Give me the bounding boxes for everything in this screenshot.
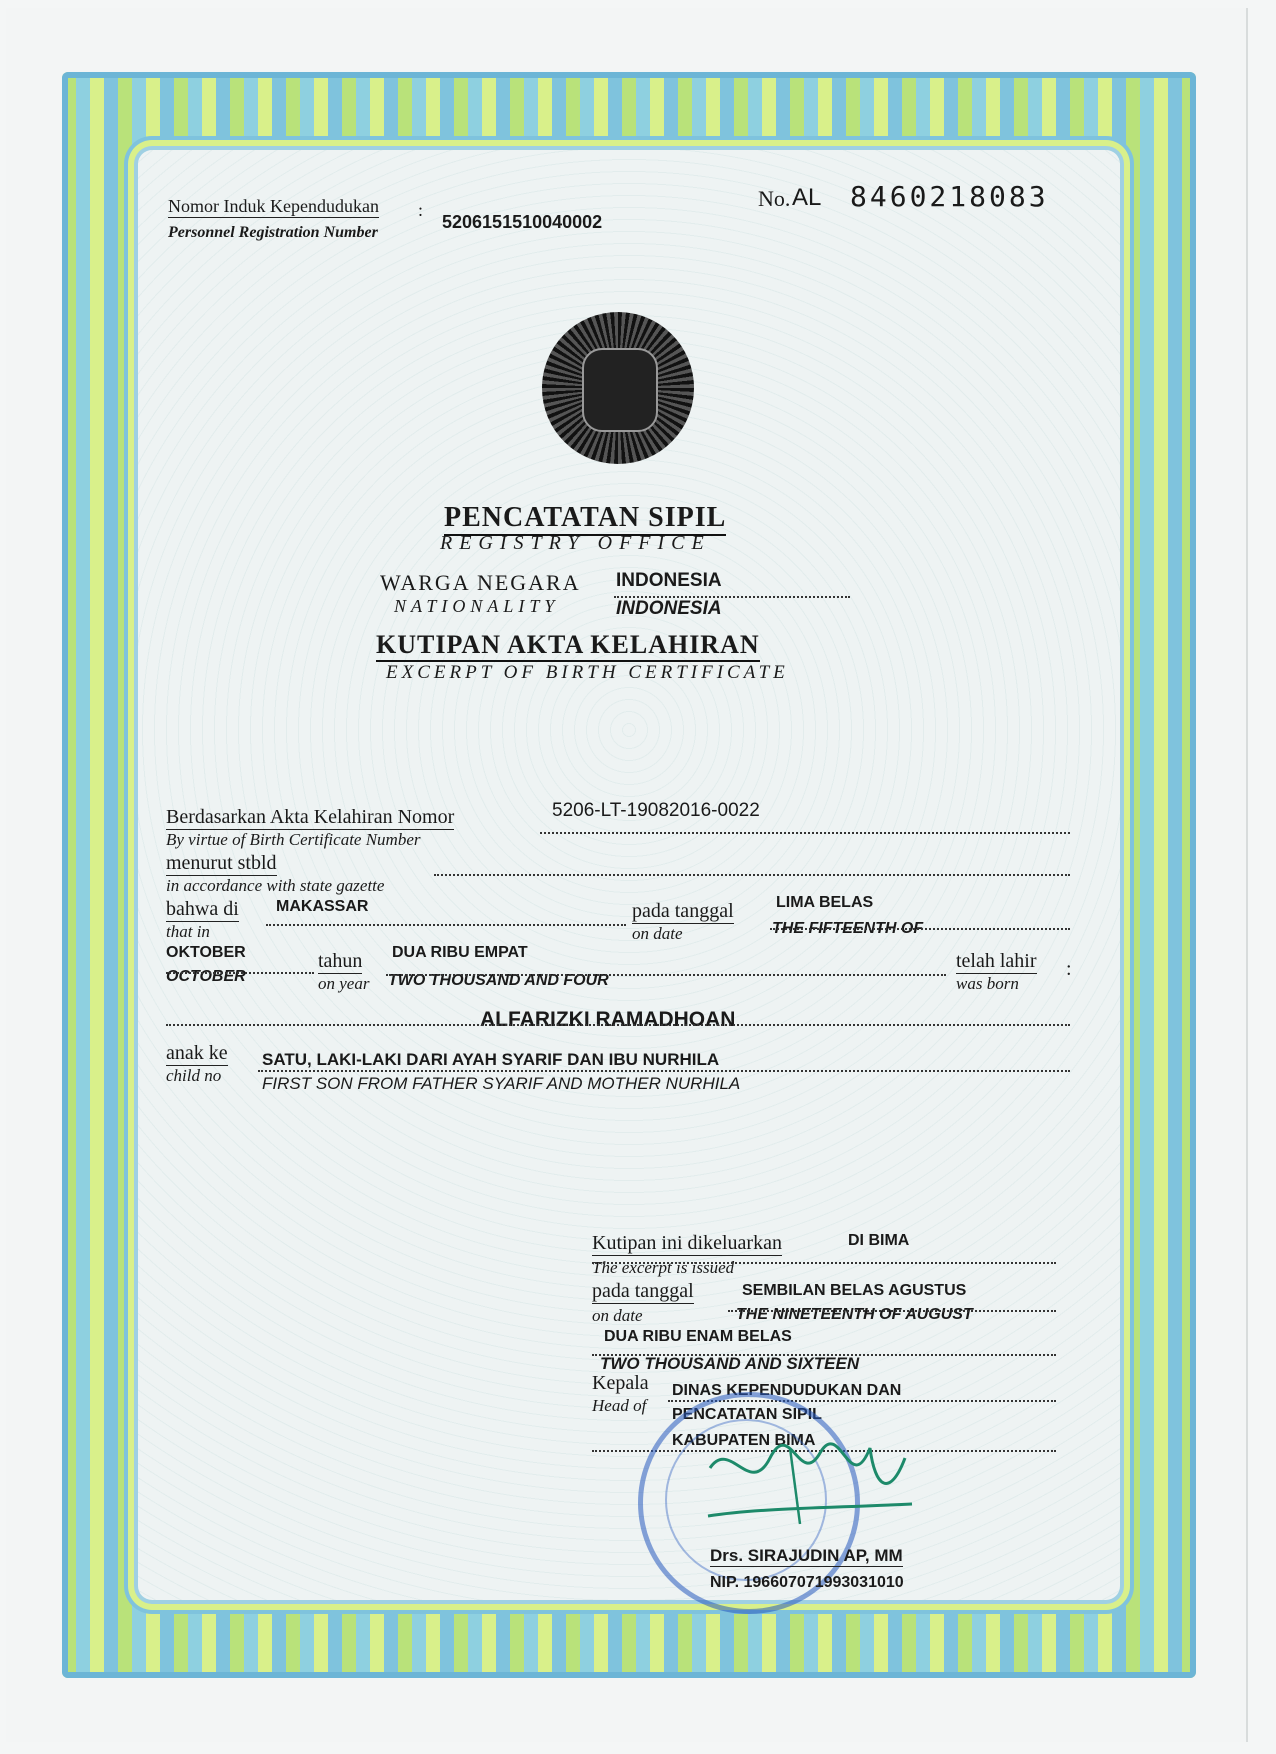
stbld-label: menurut stbld [166, 852, 277, 874]
issued-label: Kutipan ini dikeluarkan [592, 1232, 782, 1254]
birthmonth-value-en: OCTOBER [166, 968, 246, 985]
no-value: 8460218083 [850, 180, 1049, 213]
birthdate-label-en: on date [632, 924, 683, 943]
born-label-en: was born [956, 974, 1019, 993]
birthyear-value-en: TWO THOUSAND AND FOUR [388, 972, 609, 989]
title-document: KUTIPAN AKTA KELAHIRAN [376, 630, 760, 662]
child-order-value: SATU, LAKI-LAKI DARI AYAH SYARIF DAN IBU NURHILA [262, 1050, 720, 1069]
birthplace-label-en: that in [166, 922, 210, 941]
issue-date-label: pada tanggal [592, 1280, 694, 1302]
child-name: ALFARIZKI RAMADHOAN [480, 1008, 736, 1031]
issue-date-label-en: on date [592, 1306, 643, 1325]
issue-date-value-en: THE NINETEENTH OF AUGUST [736, 1306, 973, 1323]
nationality-label-en: NATIONALITY [394, 596, 560, 616]
head-value-line-1: DINAS KEPENDUDUKAN DAN [672, 1382, 902, 1399]
head-value-line-2: PENCATATAN SIPIL [672, 1406, 822, 1423]
head-label: Kepala [592, 1372, 649, 1394]
title-office: PENCATATAN SIPIL [444, 502, 726, 536]
official-nip: NIP. 196607071993031010 [710, 1574, 904, 1591]
issued-value: DI BIMA [848, 1232, 910, 1249]
nationality-value: INDONESIA [616, 570, 722, 591]
nik-value: 5206151510040002 [442, 212, 603, 232]
no-series: AL [792, 184, 822, 211]
head-value-line-3: KABUPATEN BIMA [672, 1432, 816, 1449]
nationality-label: WARGA NEGARA [380, 570, 581, 595]
nationality-value-en: INDONESIA [616, 598, 722, 619]
title-office-en: REGISTRY OFFICE [440, 532, 711, 554]
birthplace-label: bahwa di [166, 898, 239, 920]
nik-label: Nomor Induk Kependudukan [168, 196, 379, 216]
issue-date-value: SEMBILAN BELAS AGUSTUS [742, 1282, 967, 1299]
signature-icon [700, 1428, 920, 1536]
birthdate-value-en: THE FIFTEENTH OF [772, 920, 924, 937]
born-label: telah lahir [956, 950, 1037, 972]
birthyear-label-en: on year [318, 974, 370, 993]
cert-number-value: 5206-LT-19082016-0022 [552, 800, 760, 821]
birthmonth-value: OKTOBER [166, 944, 246, 961]
child-order-value-en: FIRST SON FROM FATHER SYARIF AND MOTHER NURHILA [262, 1074, 741, 1093]
stbld-label-en: in accordance with state gazette [166, 876, 385, 895]
nik-colon: : [418, 200, 424, 220]
title-document-en: EXCERPT OF BIRTH CERTIFICATE [386, 662, 789, 683]
birthdate-value: LIMA BELAS [776, 894, 874, 911]
no-label: No. [758, 186, 791, 211]
born-colon: : [1066, 958, 1072, 980]
birthdate-label: pada tanggal [632, 900, 734, 922]
issue-year-value: DUA RIBU ENAM BELAS [604, 1328, 792, 1345]
issue-year-value-en: TWO THOUSAND AND SIXTEEN [600, 1354, 860, 1373]
birthplace-value: MAKASSAR [276, 898, 369, 915]
birthyear-label: tahun [318, 950, 363, 972]
cert-number-label: Berdasarkan Akta Kelahiran Nomor [166, 806, 455, 828]
garuda-emblem-icon [542, 312, 694, 464]
cert-number-label-en: By virtue of Birth Certificate Number [166, 830, 421, 849]
issued-label-en: The excerpt is issued [592, 1258, 735, 1277]
child-order-label-en: child no [166, 1066, 222, 1085]
birthyear-value: DUA RIBU EMPAT [392, 944, 528, 961]
official-name: Drs. SIRAJUDIN AP, MM [710, 1546, 903, 1565]
nik-label-en: Personnel Registration Number [168, 224, 378, 241]
child-order-label: anak ke [166, 1042, 228, 1064]
head-label-en: Head of [592, 1396, 647, 1415]
